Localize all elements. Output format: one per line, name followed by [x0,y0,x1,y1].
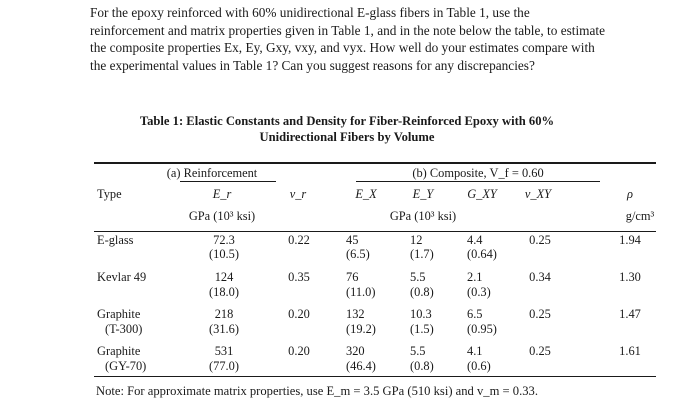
header-rule [94,231,656,232]
cell-gxy: 6.5 [467,307,483,321]
cell-er: 72.3 [213,233,235,247]
cell-ey: 5.5 [410,344,426,358]
table-note: Note: For approximate matrix properties, use E_m = 3.5 GPa (510 ksi) and v_m = 0.33. [96,384,538,398]
cell-vr: 0.22 [288,233,310,247]
cell-er: 124 [214,270,234,284]
cell-ex-ksi: (6.5) [346,247,370,261]
cell-ex: 76 [346,270,359,284]
cell-gxy: 4.4 [467,233,483,247]
reinforcement-group-rule [180,181,276,182]
cell-type: Graphite [97,344,141,358]
cell-vr: 0.20 [288,344,310,358]
cell-gxy-ksi: (0.64) [467,247,497,261]
table-caption [112,113,582,145]
cell-ey: 5.5 [410,270,426,284]
col-header-vxy: v_XY [524,187,552,201]
col-header-er: E_r [212,187,232,201]
group-header-reinforcement: (a) Reinforcement [166,166,258,180]
cell-rho: 1.94 [619,233,641,247]
cell-ex: 320 [346,344,365,358]
group-header-composite: (b) Composite, V_f = 0.60 [412,166,544,180]
cell-vr: 0.35 [288,270,310,284]
cell-ey-ksi: (1.7) [410,247,434,261]
col-header-gxy: G_XY [467,187,497,201]
caption-line: Unidirectional Fibers by Volume [259,130,435,144]
cell-gxy: 4.1 [467,344,483,358]
col-header-type: Type [97,187,122,201]
col-header-vr: v_r [289,187,307,201]
units-composite: GPa (10³ ksi) [389,209,457,223]
cell-type: E-glass [97,233,134,247]
cell-ex-ksi: (19.2) [346,322,376,336]
cell-gxy-ksi: (0.6) [467,359,491,373]
question-line: reinforcement and matrix properties given in Table 1, and in the note below the table, to estimate [90,22,606,38]
cell-er-ksi: (18.0) [209,285,239,299]
units-rho: g/cm³ [625,209,655,223]
col-header-ex: E_X [355,187,377,201]
question-line: the composite properties Ex, Ey, Gxy, vxy, and vyx. How well do your estimates compare with [90,40,595,56]
cell-ey-ksi: (1.5) [410,322,434,336]
cell-vxy: 0.25 [529,233,551,247]
cell-ex: 45 [346,233,359,247]
cell-vxy: 0.25 [529,344,551,358]
cell-gxy-ksi: (0.3) [467,285,491,299]
cell-er-ksi: (31.6) [209,322,239,336]
cell-vxy: 0.34 [529,270,551,284]
cell-rho: 1.61 [619,344,641,358]
cell-er-ksi: (10.5) [209,247,239,261]
table-top-rule [94,162,656,164]
question-line: the experimental values in Table 1? Can you suggest reasons for any discrepancies? [90,57,535,73]
question-line: For the epoxy reinforced with 60% unidirectional E-glass fibers in Table 1, use the [90,5,530,20]
composite-group-rule [356,181,600,182]
cell-type-grade: (GY-70) [105,359,147,373]
cell-er: 531 [214,344,234,358]
cell-rho: 1.47 [619,307,641,321]
cell-rho: 1.30 [619,270,641,284]
cell-vr: 0.20 [288,307,310,321]
table-bottom-rule [94,376,656,377]
cell-vxy: 0.25 [529,307,551,321]
question-text [90,4,650,74]
cell-type: Graphite [97,307,141,321]
col-header-ey: E_Y [412,187,434,201]
cell-gxy-ksi: (0.95) [467,322,497,336]
col-header-rho: ρ [627,187,633,201]
caption-line: Table 1: Elastic Constants and Density for Fiber-Reinforced Epoxy with 60% [139,114,555,128]
cell-ex-ksi: (46.4) [346,359,376,373]
cell-gxy: 2.1 [467,270,483,284]
cell-ex-ksi: (11.0) [346,285,376,299]
cell-er: 218 [214,307,234,321]
cell-ey: 12 [410,233,423,247]
units-er: GPa (10³ ksi) [188,209,256,223]
cell-ey: 10.3 [410,307,432,321]
cell-ex: 132 [346,307,365,321]
cell-ey-ksi: (0.8) [410,285,434,299]
cell-type-grade: (T-300) [105,322,143,336]
cell-type: Kevlar 49 [97,270,147,284]
cell-ey-ksi: (0.8) [410,359,434,373]
cell-er-ksi: (77.0) [209,359,239,373]
